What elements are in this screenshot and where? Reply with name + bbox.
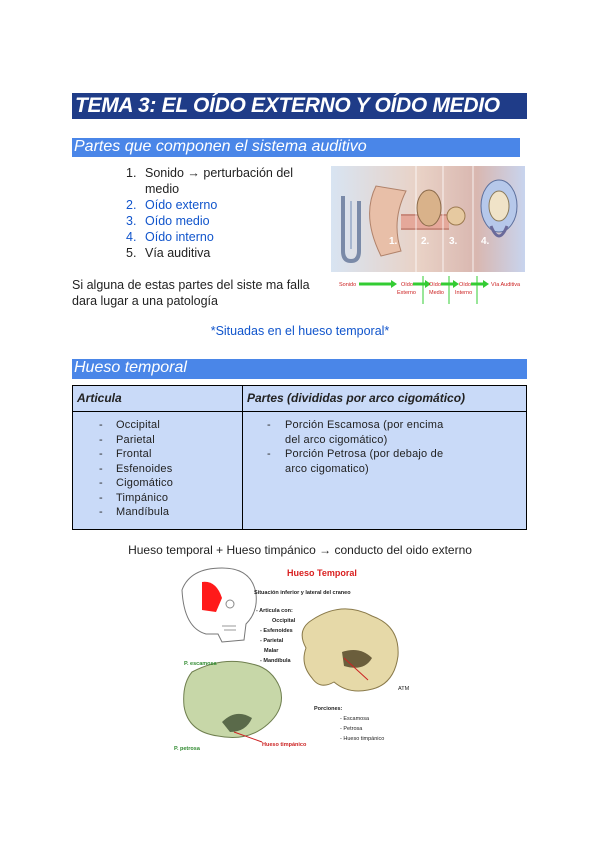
list-item: - Mandíbula	[99, 506, 170, 518]
auditory-parts-list	[126, 165, 306, 261]
pathway-label: Oído	[429, 282, 441, 288]
figure-label: - Escamosa	[340, 716, 370, 722]
table-cell	[73, 412, 243, 530]
figure-label: - Mandíbula	[260, 658, 291, 664]
location-note: *Situadas en el hueso temporal*	[210, 324, 390, 338]
list-item: - Porción Escamosa (por encima del arco cigomático)	[267, 419, 444, 446]
section-heading: Partes que componen el sistema auditivo	[74, 138, 367, 155]
parts-list	[247, 418, 447, 476]
list-item: - Occipital	[99, 419, 160, 431]
figure-label: Hueso timpánico	[262, 742, 307, 748]
list-item: - Frontal	[99, 448, 152, 460]
list-item: 5. Vía auditiva	[126, 246, 211, 260]
list-item: 1. Sonido → perturbación del medio	[126, 166, 294, 196]
figure-label: - Articula con:	[256, 608, 293, 614]
caption: Hueso temporal + Hueso timpánico → conducto del oido externo	[128, 543, 472, 557]
figure-label: ATM	[398, 686, 410, 692]
figure-label: Occipital	[272, 618, 296, 624]
table-header-row	[73, 386, 527, 412]
figure-number: 3.	[449, 236, 458, 247]
ear-anatomy-illustration	[331, 166, 525, 272]
table-header: Partes (divididas por arco cigomático)	[243, 386, 527, 412]
section-heading: Hueso temporal	[74, 359, 187, 376]
pathway-label: Oído	[459, 282, 471, 288]
table-header: Articula	[73, 386, 243, 412]
temporal-bone-illustration	[172, 562, 434, 760]
pathway-label: Oído	[401, 282, 413, 288]
figure-number: 1.	[389, 236, 398, 247]
list-item: - Esfenoides	[99, 462, 173, 475]
page-title: TEMA 3: EL OÍDO EXTERNO Y OÍDO MEDIO	[75, 94, 500, 117]
figure-label: Malar	[264, 648, 279, 654]
list-item: - Cigomático	[99, 477, 174, 489]
list-item: 2. Oído externo	[126, 198, 218, 212]
temporal-bone-table	[72, 385, 527, 530]
figure-number: 2.	[421, 236, 430, 247]
figure-label: P. escamosa	[184, 661, 217, 667]
list-item: - Timpánico	[99, 491, 169, 504]
figure-label: P. petrosa	[174, 746, 200, 752]
pathway-label: Medio	[429, 290, 444, 296]
table-cell	[243, 412, 527, 530]
pathway-label: Sonido	[339, 282, 357, 288]
pathway-label: Interno	[455, 290, 473, 296]
skull-drawing	[182, 568, 256, 642]
figure-label: - Esfenoides	[260, 628, 293, 634]
page-title-bar	[72, 93, 527, 119]
list-item: 4. Oído interno	[126, 230, 214, 244]
figure-label: - Parietal	[260, 638, 284, 644]
pathway-label: Vía Auditiva	[491, 282, 521, 288]
section-heading-bar	[72, 359, 527, 379]
table-row	[73, 412, 527, 530]
section-heading-bar	[72, 138, 520, 157]
figure-label: - Hueso timpánico	[340, 736, 385, 742]
figure-label: Porciones:	[314, 706, 343, 712]
articulation-list	[77, 418, 238, 520]
figure-number: 4.	[481, 236, 490, 247]
figure-title: Hueso Temporal	[287, 568, 357, 578]
pathway-label: Externo	[397, 290, 416, 296]
paragraph: Si alguna de estas partes del siste ma falla dara lugar a una patología	[72, 278, 310, 308]
list-item: 3. Oído medio	[126, 214, 210, 228]
figure-subtitle: Situación inferior y lateral del craneo	[254, 590, 351, 596]
list-item: - Porción Petrosa (por debajo de arco cigomatico)	[267, 448, 444, 475]
auditory-pathway-diagram	[331, 276, 525, 304]
list-item: - Parietal	[99, 433, 155, 446]
figure-label: - Petrosa	[340, 726, 363, 732]
